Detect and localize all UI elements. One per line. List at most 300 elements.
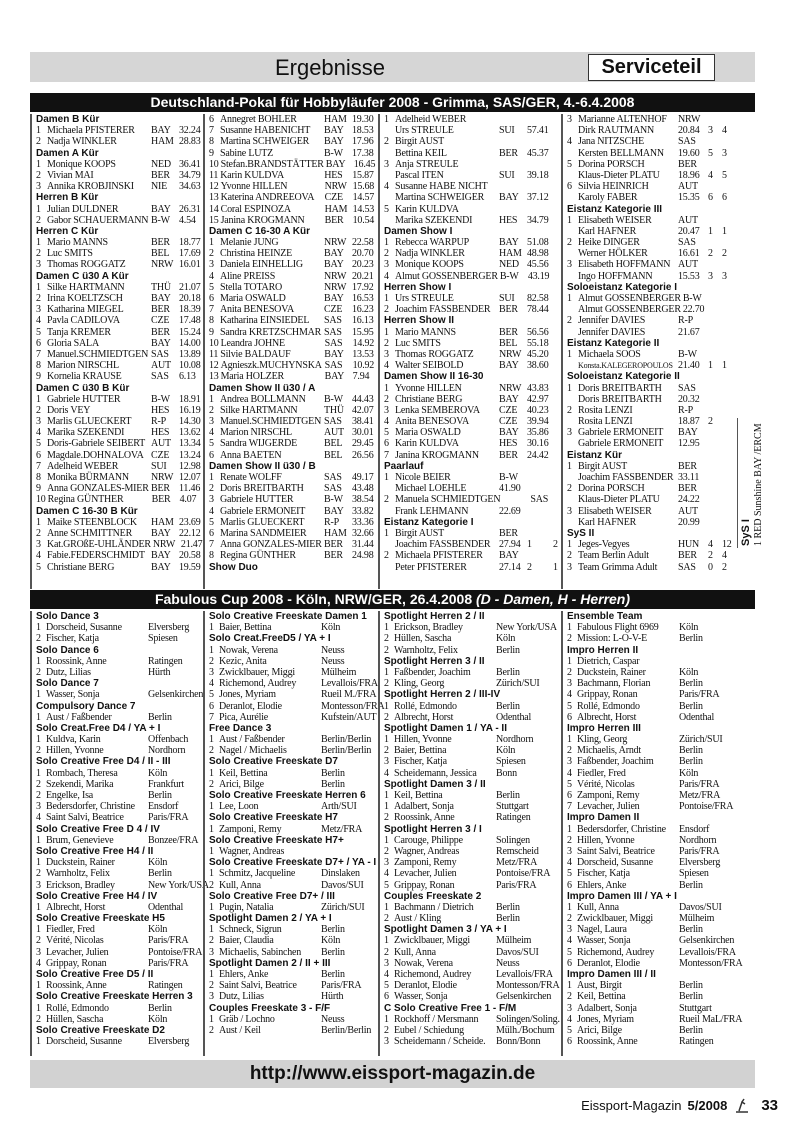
place-a: 3	[722, 147, 727, 159]
rank: 3	[209, 991, 214, 1003]
region: CZE	[151, 449, 170, 461]
results-column	[203, 114, 378, 589]
result-row	[567, 701, 755, 712]
name: Faßbender, Joachim	[394, 666, 471, 678]
region: 27.14	[499, 561, 521, 573]
category-heading: Compulsory Dance 7	[36, 700, 136, 712]
name: Keil, Bettina	[394, 790, 443, 801]
rank: 1	[209, 1013, 214, 1025]
rank: 2	[209, 1024, 214, 1036]
result-row	[567, 248, 737, 259]
result-row	[36, 371, 203, 382]
region: HES	[499, 214, 518, 226]
club: Pontoise/FRA	[496, 868, 551, 880]
result-row	[36, 170, 203, 181]
rank: 1	[36, 281, 41, 293]
club: Neuss	[321, 1013, 345, 1025]
result-row	[209, 259, 378, 270]
result-row	[567, 846, 755, 857]
category-heading: Solo Creative Freeskate D7+ / YA - I	[209, 857, 377, 869]
name: Grippay, Ronan	[577, 689, 638, 701]
result-row	[567, 114, 737, 125]
result-row	[567, 170, 737, 181]
region: BAY	[324, 248, 344, 260]
name: Erickson, Bradley	[394, 622, 463, 634]
club: Berlin	[496, 644, 520, 656]
score: 13.34	[179, 438, 201, 450]
place-a	[727, 293, 739, 304]
category-heading: Damen C 16-30 A Kür	[209, 225, 310, 237]
club: Berlin	[496, 790, 520, 801]
issue-number: 5/2008	[687, 1098, 728, 1113]
club: Rueil MaL/FRA	[679, 1013, 743, 1025]
result-row	[567, 991, 755, 1002]
rank: 6	[384, 438, 389, 450]
name: Sandra WIJGERDE	[220, 438, 298, 450]
name: Kull, Anna	[219, 879, 261, 891]
score	[708, 159, 722, 170]
name: Gabriele HUTTER	[47, 393, 121, 405]
name: Michaela SOOS	[578, 348, 641, 360]
club: Berlin/Berlin	[321, 734, 372, 746]
rank: 1	[36, 622, 41, 634]
rank	[567, 170, 578, 181]
website-link[interactable]: http://www.eissport-magazin.de	[30, 1060, 755, 1088]
name: Albrecht, Horst	[577, 711, 637, 723]
rank	[567, 360, 578, 371]
rank	[567, 472, 578, 483]
category-heading: Damen B Kür	[36, 114, 100, 125]
result-row	[567, 1014, 755, 1025]
rank: 4	[36, 427, 41, 439]
score: 29.45	[352, 438, 374, 450]
result-row	[384, 622, 561, 633]
rank: 6	[36, 337, 41, 349]
region: CZE	[324, 304, 343, 316]
score: 2	[708, 550, 713, 562]
rank: 3	[36, 879, 41, 891]
rank: 13	[209, 371, 219, 383]
club: Offenbach	[148, 734, 189, 746]
score: 18.77	[179, 237, 201, 249]
name: Annika KROBJINSKI	[47, 181, 134, 193]
place-a	[722, 483, 734, 494]
result-row	[36, 667, 203, 678]
result-row	[384, 181, 561, 192]
region: BER	[151, 326, 170, 338]
score	[527, 506, 553, 517]
place-a	[722, 394, 734, 405]
rank: 2	[36, 1013, 41, 1025]
name: Arici, Bilge	[577, 1024, 622, 1036]
region: AUT	[678, 214, 698, 226]
result-row	[209, 656, 378, 667]
name: Coral ESPINOZA	[220, 203, 291, 215]
region: B-W	[678, 348, 697, 360]
rank: 1	[384, 734, 389, 746]
score: 42.07	[352, 404, 374, 416]
club: Köln	[679, 666, 699, 678]
name: Anita BENESOVA	[395, 416, 469, 428]
club: Paris/FRA	[321, 980, 362, 992]
name: Jones, Myriam	[577, 1013, 634, 1025]
score	[708, 181, 722, 192]
place-a	[727, 304, 739, 315]
result-row	[384, 880, 561, 891]
rank: 1	[567, 214, 572, 226]
rank: 2	[36, 666, 41, 678]
region: CZE	[151, 315, 170, 327]
name: Irina KOELTZSCH	[47, 293, 123, 304]
result-row	[209, 768, 378, 779]
club: Kufstein/AUT	[321, 711, 377, 723]
result-row	[209, 980, 378, 991]
name: Fabulous Flight 6969	[577, 622, 659, 634]
region: 33.11	[678, 472, 700, 483]
name: Aline PREISS	[220, 270, 276, 282]
score: 1	[708, 360, 713, 372]
score: 57.41	[527, 125, 549, 137]
rank: 4	[384, 360, 389, 372]
club: Berlin	[148, 868, 172, 880]
result-row	[384, 835, 561, 846]
result-row	[36, 812, 203, 823]
rank: 2	[36, 248, 41, 260]
name: Doris BREITBARTH	[578, 393, 662, 405]
rank: 2	[36, 935, 41, 947]
name: Doris BREITBARTH	[220, 483, 304, 495]
region: B-W	[151, 393, 170, 405]
name: Vérité, Nicolas	[46, 935, 104, 947]
region: BER	[324, 539, 343, 551]
club: Metz/FRA	[321, 823, 363, 835]
result-row	[567, 349, 737, 360]
rank: 1	[209, 734, 214, 746]
region: HUN	[678, 539, 700, 551]
result-row	[384, 170, 561, 181]
result-row	[567, 125, 737, 136]
rank: 1	[36, 924, 41, 936]
name: Maria OSWALD	[395, 427, 461, 439]
result-row	[36, 879, 209, 891]
name: Ehlers, Anke	[577, 879, 627, 891]
club: Berlin	[148, 711, 172, 723]
name: Nicole BEIER	[395, 472, 451, 483]
name: Christiane BERG	[395, 393, 463, 405]
result-row	[384, 438, 561, 449]
rank: 2	[567, 666, 572, 678]
result-row	[209, 517, 378, 528]
result-row	[36, 734, 203, 745]
name: Gabriele ERMONEIT	[578, 438, 664, 450]
score: 5	[708, 147, 713, 159]
name: Silke HARTMANN	[47, 281, 125, 293]
category-heading: Herren B Kür	[36, 192, 99, 204]
result-row	[567, 801, 755, 812]
club: Levallois/FRA	[679, 946, 736, 958]
rank: 11	[209, 169, 219, 181]
rank: 6	[384, 991, 389, 1003]
category-heading: Impro Damen III / YA + I	[567, 890, 677, 902]
rank: 4	[567, 857, 572, 869]
result-row	[209, 170, 378, 181]
result-row	[36, 656, 203, 667]
result-row	[209, 924, 378, 935]
category-heading: Spotlight Damen 3 / YA + I	[384, 924, 507, 936]
result-row	[209, 745, 378, 756]
score: 34.79	[179, 169, 201, 181]
rank: 2	[384, 393, 389, 405]
name: Michael LOEHLE	[395, 483, 467, 495]
region: 22.70	[682, 304, 705, 316]
result-row	[567, 159, 737, 170]
club: Berlin	[321, 946, 345, 958]
region: 19.60	[678, 147, 700, 159]
score: 20.18	[179, 293, 201, 304]
score	[708, 383, 722, 394]
rank: 2	[384, 644, 389, 656]
result-row	[36, 416, 203, 427]
name: Pugin, Natalia	[219, 901, 274, 913]
rank: 3	[567, 259, 572, 271]
name: Nagel / Michaelis	[219, 745, 287, 757]
rank: 13	[209, 192, 219, 204]
rank: 3	[209, 259, 214, 271]
name: Vérité, Nicolas	[577, 778, 635, 790]
name: Vivian MAI	[47, 169, 94, 181]
place-a: 6	[722, 192, 727, 204]
rank: 2	[36, 404, 41, 416]
category-heading: Spotlight Damen 1 / YA - II	[384, 722, 507, 734]
name: Maria HOLZER	[220, 371, 285, 383]
region: SAS	[678, 561, 696, 573]
result-row	[36, 1014, 203, 1025]
region: NED	[499, 259, 519, 271]
name: Rosita LENZI	[578, 404, 633, 416]
name: Erickson, Bradley	[46, 879, 115, 891]
rank	[384, 148, 395, 159]
rank	[384, 539, 395, 550]
club: Berlin	[679, 980, 703, 992]
club: Pontoise/FRA	[679, 801, 734, 813]
rank: 2	[36, 169, 41, 181]
result-row	[209, 645, 378, 656]
results-column	[378, 114, 561, 589]
name: Kat.GROßE-UHLÄNDER	[47, 539, 151, 551]
region	[502, 494, 530, 505]
result-row	[209, 327, 378, 338]
sys-i-result	[737, 418, 765, 548]
rank: 1	[567, 734, 572, 746]
name: Aust / Faßbender	[219, 734, 285, 746]
category-heading: Spotlight Herren 2 / II	[384, 611, 485, 622]
score: 55.18	[527, 337, 549, 349]
result-row	[209, 902, 378, 913]
rank: 6	[567, 711, 572, 723]
club: Neuss	[496, 957, 520, 969]
rank: 2	[384, 136, 389, 148]
category-heading: Damen C ü30 B Kür	[36, 382, 130, 394]
result-row	[36, 215, 203, 226]
name: Nadja WINKLER	[395, 248, 465, 260]
result-row	[384, 801, 561, 812]
score: 7.94	[352, 371, 370, 383]
category-heading: Solo Creative Free D7+ / III	[209, 890, 335, 902]
name: Konsta.KALEGEROPOULOS	[578, 361, 673, 371]
club: Köln	[496, 745, 516, 757]
result-row	[567, 779, 755, 790]
club: Berlin	[679, 756, 703, 768]
rank: 8	[209, 315, 214, 327]
region: BER	[678, 550, 697, 562]
region: B-W	[682, 293, 702, 304]
result-row	[384, 148, 561, 159]
score: 33.82	[352, 505, 374, 517]
name: Zwicklbauer, Miggi	[577, 913, 653, 925]
result-row	[36, 980, 203, 991]
club: Berlin	[679, 1024, 703, 1036]
name: Marlis GLUECKERT	[220, 516, 305, 528]
result-row	[36, 712, 203, 723]
score: 49.17	[352, 472, 374, 483]
club: Zürich/SUI	[679, 734, 723, 746]
name: Rockhoff / Mersmann	[394, 1013, 479, 1025]
rank: 2	[36, 136, 41, 148]
region: BAY	[499, 550, 519, 562]
result-row	[384, 678, 561, 689]
club: Köln	[148, 857, 168, 869]
result-row	[384, 562, 561, 573]
name: Kling, Georg	[577, 734, 628, 746]
name: Walter SEIBOLD	[395, 360, 464, 372]
club: Arth/SUI	[321, 801, 357, 813]
rank: 5	[36, 326, 41, 338]
region: NRW	[152, 539, 176, 551]
place-a: 1	[722, 225, 727, 237]
score: 4.54	[179, 214, 196, 226]
result-row	[36, 790, 203, 801]
region: SAS	[324, 483, 342, 495]
name: Gabriele ERMONEIT	[220, 505, 306, 517]
rank: 1	[384, 666, 389, 678]
result-row	[36, 483, 203, 494]
region: B-W	[499, 270, 519, 282]
category-heading: Damen C ü30 A Kür	[36, 270, 129, 282]
rank: 2	[209, 980, 214, 992]
club: Solingen/Soling.	[496, 1013, 560, 1025]
result-row	[567, 857, 755, 868]
name: Susanne HABENICHT	[220, 125, 311, 137]
region: HES	[151, 427, 170, 439]
club: Bonn/Bonn	[496, 1036, 541, 1048]
score: 12.98	[179, 460, 201, 472]
rank: 1	[36, 203, 41, 215]
name: Bedersdorfer, Christine	[46, 801, 135, 813]
score: 38.54	[352, 494, 374, 506]
name: Katharina EINSIEDEL	[220, 315, 310, 327]
club: Berlin	[496, 666, 520, 678]
result-row	[209, 947, 378, 958]
name: Regina GÜNTHER	[47, 494, 124, 506]
result-row	[209, 293, 378, 304]
result-row	[567, 835, 755, 846]
rank: 2	[567, 834, 572, 846]
name: Melanie JUNG	[220, 237, 279, 249]
result-row	[384, 136, 561, 147]
result-row	[384, 483, 561, 494]
name: Renate WOLFF	[220, 472, 282, 483]
rank: 3	[36, 539, 41, 551]
name: Deranlot, Elodie	[394, 980, 457, 992]
score	[708, 259, 722, 270]
category-heading: Free Dance 3	[209, 722, 272, 734]
region: 21.40	[678, 360, 700, 372]
event-banner-hobby-cup: Deutschland-Pokal für Hobbyläufer 2008 - Grimma, SAS/GER, 4.-6.4.2008	[30, 93, 755, 112]
name: Stefan.BRANDSTÄTTER	[220, 158, 324, 170]
region: SAS	[151, 348, 169, 360]
name: Keil, Bettina	[577, 991, 626, 1003]
place-a	[722, 315, 734, 326]
result-row	[567, 136, 737, 147]
rank: 3	[36, 416, 41, 428]
region: BER	[678, 483, 697, 495]
name: Eubel / Schiedung	[394, 1024, 464, 1036]
result-row	[36, 924, 203, 935]
rank: 3	[384, 957, 389, 969]
region: BER	[499, 449, 518, 461]
rank: 2	[384, 913, 389, 925]
club: Odenthal	[679, 711, 715, 723]
score: 43.83	[527, 382, 549, 394]
name: Rebecca WARPUP	[395, 237, 469, 249]
name: Szekendi, Marika	[46, 778, 114, 790]
rank: 1	[209, 767, 214, 779]
name: Adalbert, Sonja	[577, 1002, 637, 1014]
result-row	[567, 562, 737, 573]
region: BAY	[499, 393, 519, 405]
result-row	[209, 136, 378, 147]
page-number: 33	[761, 1097, 778, 1114]
place-a: 3	[722, 270, 727, 282]
name: Regina GÜNTHER	[220, 550, 296, 562]
score	[708, 472, 722, 483]
result-row	[384, 159, 561, 170]
score: 16.01	[179, 259, 201, 271]
result-row	[209, 494, 378, 505]
rank: 4	[567, 1013, 572, 1025]
rank: 3	[36, 181, 41, 193]
name: Julian DULDNER	[47, 203, 119, 215]
result-row	[36, 159, 203, 170]
score: 15.95	[352, 326, 374, 338]
name: Michaelis, Arndt	[577, 745, 642, 757]
rank: 2	[384, 633, 389, 645]
name: Dutz, Lilias	[219, 991, 264, 1003]
club: Montesson/FRA	[321, 700, 385, 712]
score: 6.13	[179, 371, 196, 383]
region: B-W	[324, 393, 343, 405]
rank: 14	[209, 203, 219, 215]
rank: 1	[567, 655, 572, 667]
rank: 4	[384, 181, 389, 193]
category-heading: Couples Freeskate 3 - F/F	[209, 1002, 331, 1014]
rank: 2	[36, 790, 41, 801]
name: Zamponi, Remy	[577, 790, 640, 801]
name: Nagel, Laura	[577, 924, 627, 936]
name: Dietrich, Caspar	[577, 655, 640, 667]
score	[708, 461, 722, 472]
score: 16.19	[179, 404, 201, 416]
